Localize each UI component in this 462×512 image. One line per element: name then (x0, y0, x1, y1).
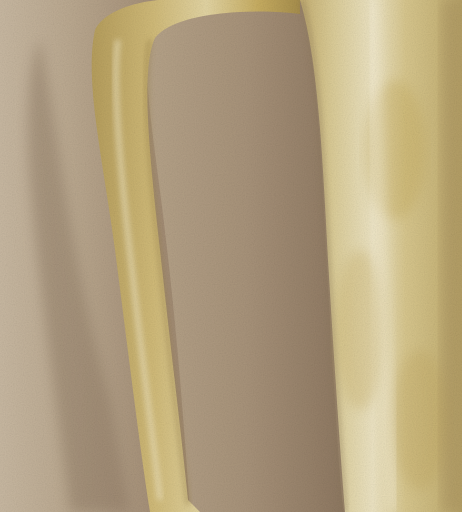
body-right-shade (440, 0, 462, 512)
glaze-mottle (392, 350, 448, 490)
